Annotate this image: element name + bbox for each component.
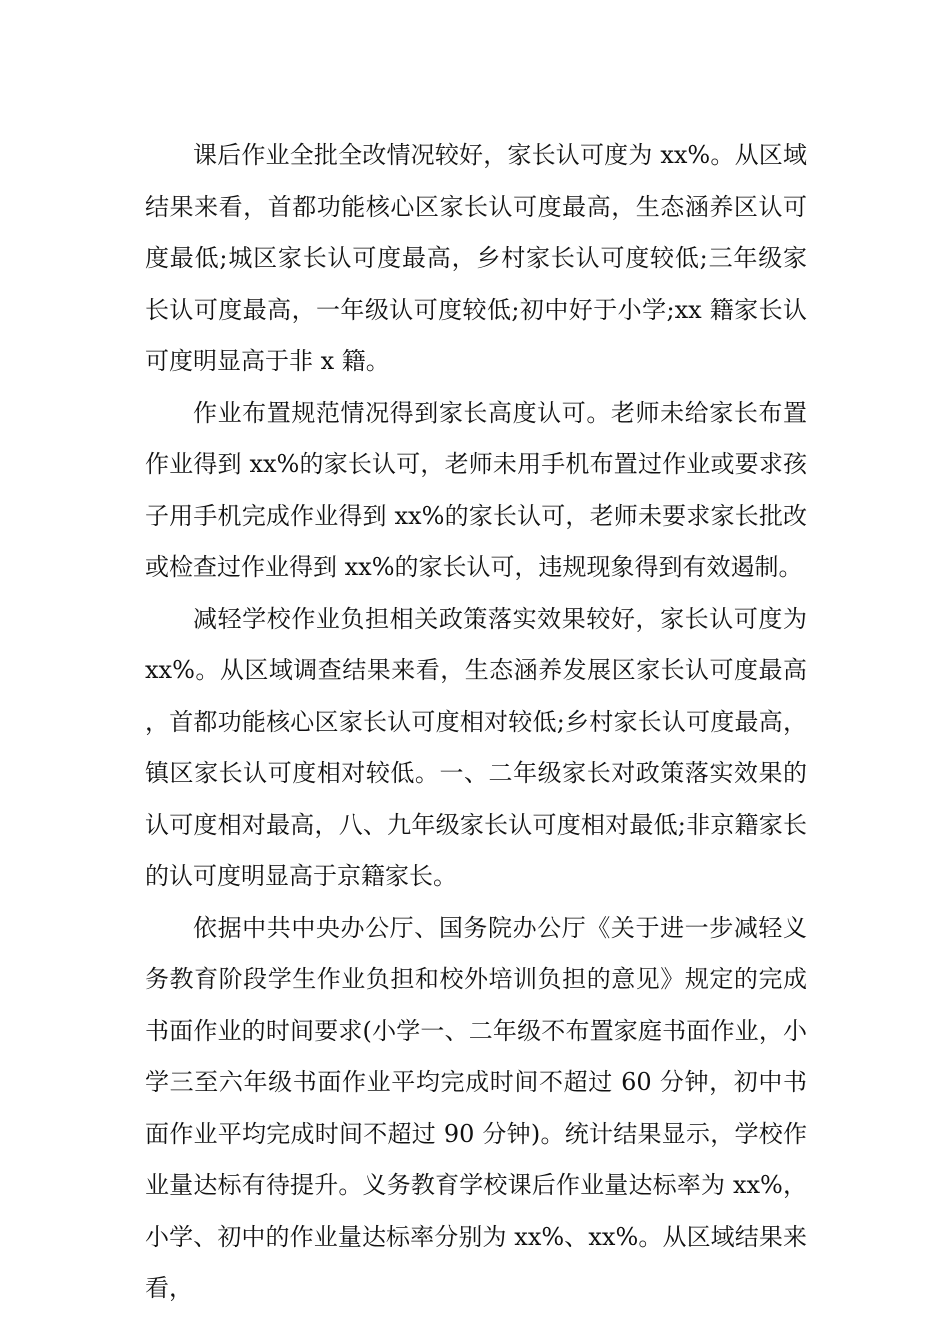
paragraph-homework-standards: 作业布置规范情况得到家长高度认可。老师未给家长布置作业得到 xx%的家长认可，老师未用手机布置过作业或要求孩子用手机完成作业得到 xx%的家长认可，老师未要求家长批改或检查过作业得到 xx%的家长认可，违规现象得到有效遏制。 <box>145 398 807 581</box>
paragraph-homework-grading: 课后作业全批全改情况较好，家长认可度为 xx%。从区域结果来看，首都功能核心区家长认可度最高，生态涵养区认可度最低;城区家长认可度最高，乡村家长认可度较低;三年级家长认可度最高，一年级认可度较低;初中好于小学;xx 籍家长认可度明显高于非 x 籍。 <box>145 141 807 375</box>
paragraph-homework-time-requirements: 依据中共中央办公厅、国务院办公厅《关于进一步减轻义务教育阶段学生作业负担和校外培训负担的意见》规定的完成书面作业的时间要求(小学一、二年级不布置家庭书面作业，小学三至六年级书面作业平均完成时间不超过 60 分钟，初中书面作业平均完成时间不超过 90 分钟)。统计结果显示，学校作业量达标有待提升。义务教育学校课后作业量达标率为 xx%，小学、初中的作业量达标率分别为 xx%、xx%。从区域结果来看， <box>145 913 807 1302</box>
paragraph-policy-effect: 减轻学校作业负担相关政策落实效果较好，家长认可度为 xx%。从区域调查结果来看，生态涵养发展区家长认可度最高，首都功能核心区家长认可度相对较低;乡村家长认可度最高，镇区家长认可度相对较低。一、二年级家长对政策落实效果的认可度相对最高，八、九年级家长认可度相对最低;非京籍家长的认可度明显高于京籍家长。 <box>145 604 807 890</box>
document-body <box>145 130 807 1315</box>
